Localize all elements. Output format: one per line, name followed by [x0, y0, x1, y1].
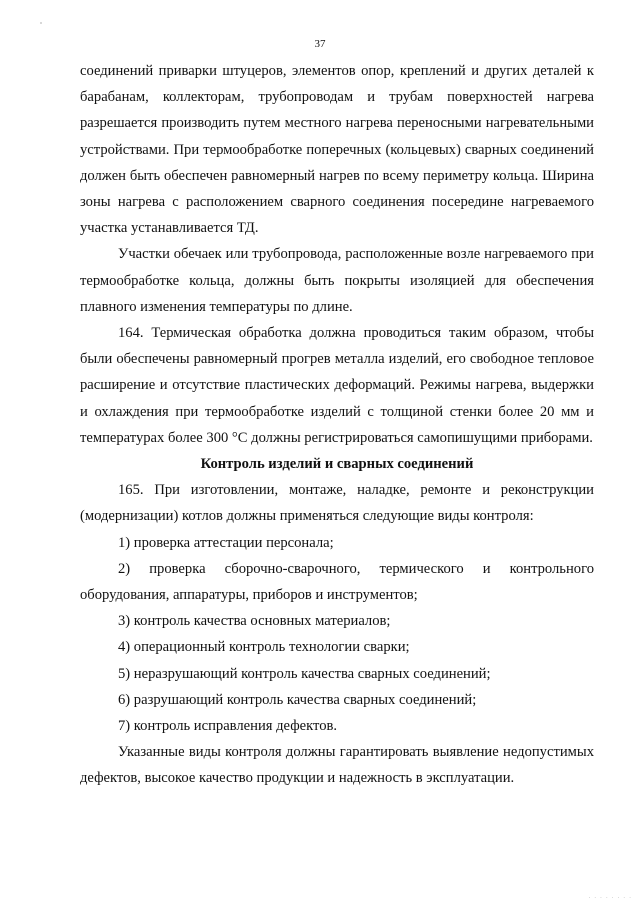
list-item: 5) неразрушающий контроль качества сварных соединений; [118, 665, 491, 682]
scan-artifact-mark: · · · · · · · · [588, 895, 632, 902]
document-body [80, 58, 594, 792]
control-types-list [80, 530, 594, 740]
page-number: 37 [314, 38, 326, 50]
list-item: 3) контроль качества основных материалов; [118, 613, 391, 630]
section-heading: Контроль изделий и сварных соединений [200, 456, 474, 473]
paragraph-continued: соединений приварки штуцеров, элементов опор, креплений и других деталей к барабанам, коллекторам, трубопроводам и трубам поверхностей нагрева разрешается производить путем местного нагрева переносными нагревательными устройствами. При термообработке поперечных (кольцевых) сварных соединений должен быть обеспечен равномерный нагрев по всему периметру кольца. Ширина зоны нагрева с расположением сварного соединения посередине нагреваемого участка устанавливается ТД. [80, 63, 594, 237]
list-item: 1) проверка аттестации персонала; [118, 534, 334, 551]
scan-artifact-dot [40, 22, 42, 24]
paragraph-closing: Указанные виды контроля должны гарантировать выявление недопустимых дефектов, высокое качество продукции и надежность в эксплуатации. [80, 744, 594, 787]
list-item: 2) проверка сборочно-сварочного, термического и контрольного оборудования, аппаратуры, приборов и инструментов; [80, 560, 594, 604]
paragraph-insulation: Участки обечаек или трубопровода, расположенные возле нагреваемого при термообработке кольца, должны быть покрыты изоляцией для обеспечения плавного изменения температуры по длине. [80, 246, 594, 315]
list-item: 6) разрушающий контроль качества сварных соединений; [118, 691, 477, 708]
paragraph-165: 165. При изготовлении, монтаже, наладке, ремонте и реконструкции (модернизации) котлов должны применяться следующие виды контроля: [80, 482, 594, 525]
paragraph-164: 164. Термическая обработка должна проводиться таким образом, чтобы были обеспечены равномерный прогрев металла изделий, его свободное тепловое расширение и отсутствие пластических деформаций. Режимы нагрева, выдержки и охлаждения при термообработке изделий с толщиной стенки более 20 мм и температурах более 300 °С должны регистрироваться самопишущими приборами. [80, 325, 594, 446]
list-item: 4) операционный контроль технологии сварки; [118, 639, 410, 656]
list-item: 7) контроль исправления дефектов. [118, 718, 338, 735]
